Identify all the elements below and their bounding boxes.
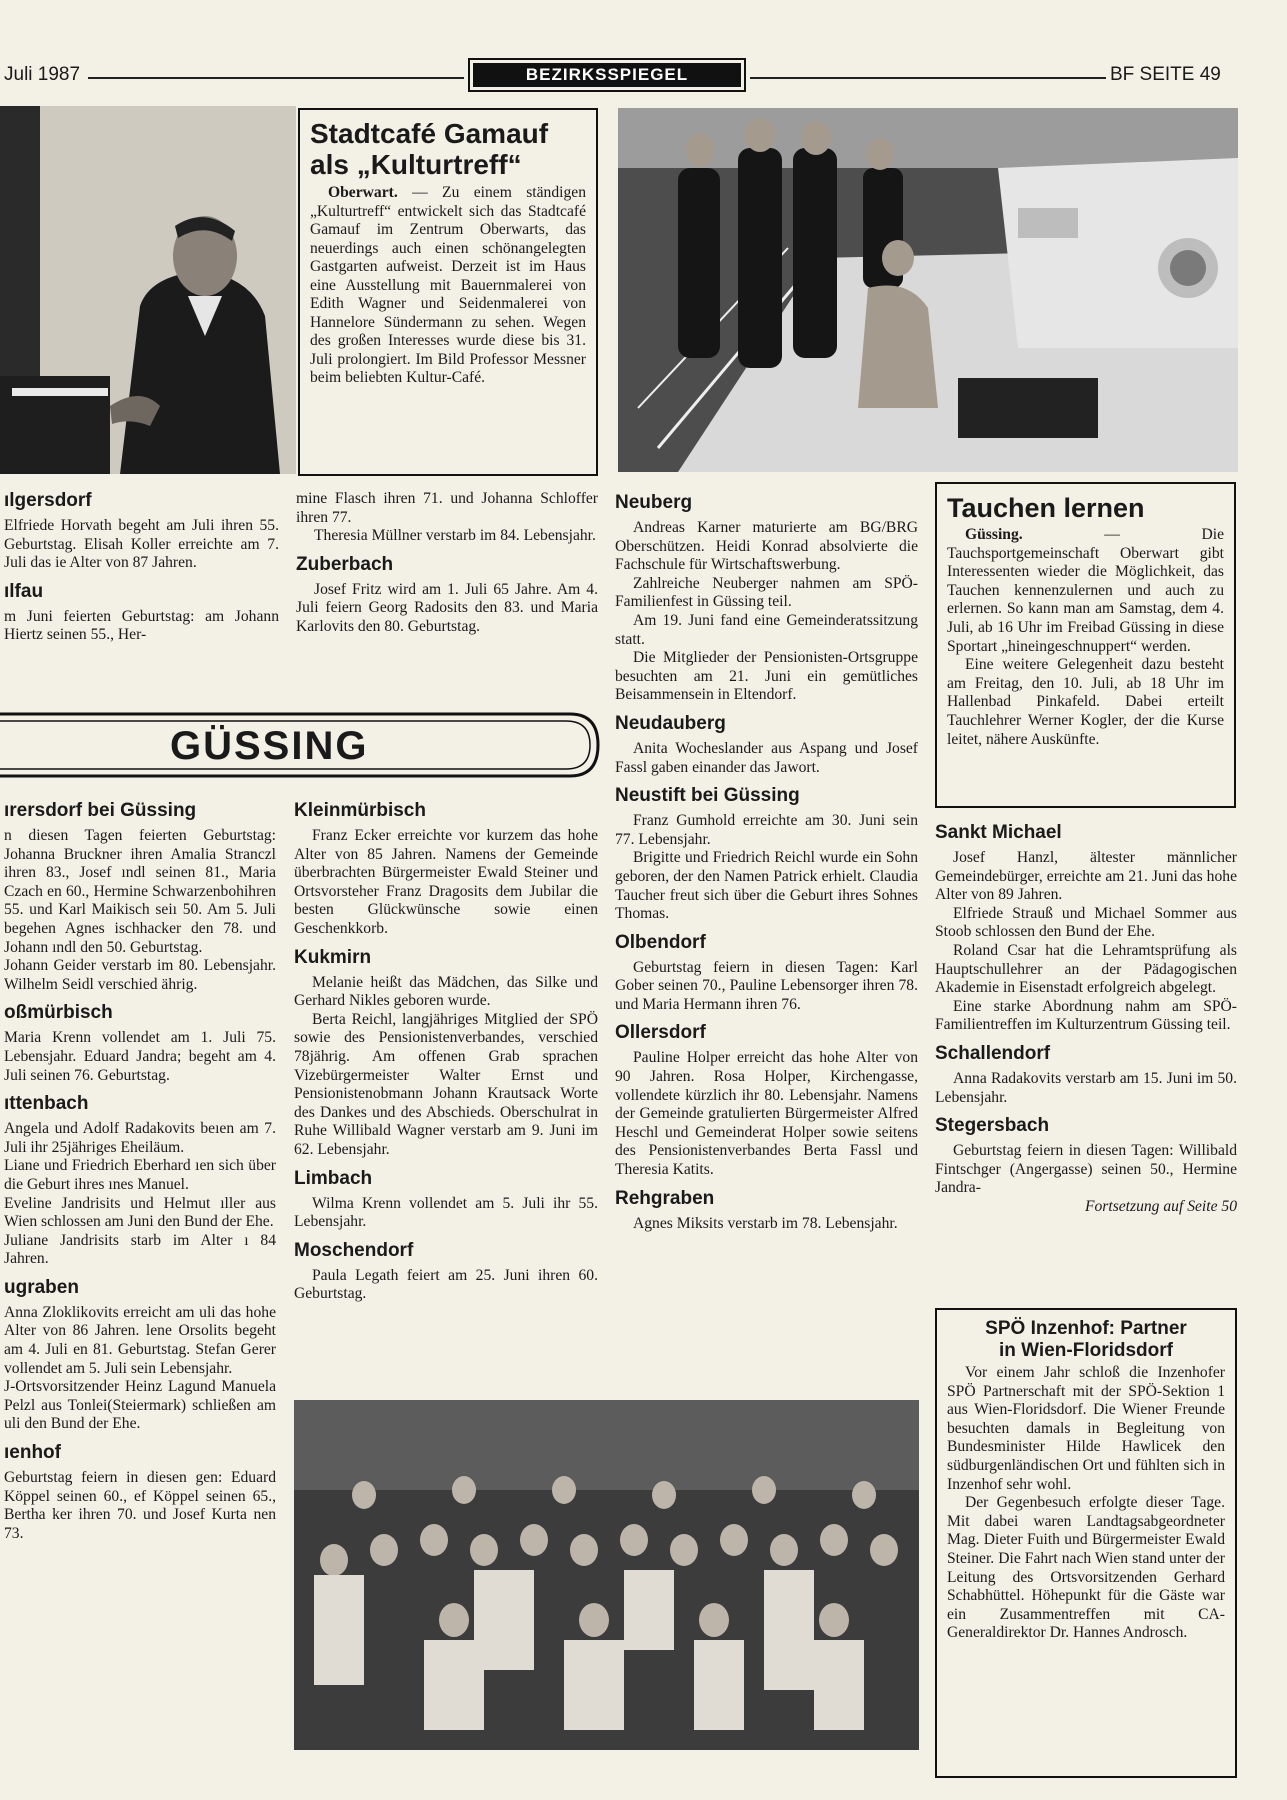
column3 xyxy=(615,492,918,1392)
text-sankt-michael-2: Elfriede Strauß und Michael Sommer aus Stoob schlossen den Bund der Ehe. xyxy=(935,904,1237,941)
guessing-banner-title: GÜSSING xyxy=(170,724,369,768)
photo-group xyxy=(294,1400,919,1750)
heading-kleinmuerbisch: Kleinmürbisch xyxy=(294,800,426,821)
heading-neustift: Neustift bei Güssing xyxy=(615,785,800,807)
text-olbendorf: Geburtstag feiern in diesen Tagen: Karl Gober seinen 70., Pauline Lebensorger ihren 78. und Maria Hermann ihren 76. xyxy=(615,958,918,1013)
column2-bottom xyxy=(294,800,598,1385)
inzenhof-article xyxy=(935,1308,1237,1778)
heading-schallendorf: Schallendorf xyxy=(935,1042,1051,1064)
heading-urersdorf: ırersdorf bei Güssing xyxy=(4,800,197,821)
tauchen-title: Tauchen lernen xyxy=(947,493,1145,523)
heading-neuberg: Neuberg xyxy=(615,492,693,513)
inzenhof-title-line1: SPÖ Inzenhof: Partner xyxy=(985,1318,1187,1339)
text-grossmuerbisch: Maria Krenn vollendet am 1. Juli 75. Lebensjahr. Eduard Jandra; begeht am 4. Juli seinen 76. Geburtstag. xyxy=(4,1029,276,1084)
column2-top xyxy=(296,490,598,690)
stadtcafe-article xyxy=(298,108,598,476)
text-inzenhof: Geburtstag feiern in diesen gen: Eduard Köppel seinen 60., ef Köppel seinen 65., Bertha ker ihren 70. und Josef Kurta nen 73. xyxy=(4,1469,276,1542)
text-neustift-1: Franz Gumhold erreichte am 30. Juni sein 77. Lebensjahr. xyxy=(615,812,918,848)
pianist-photo-graphic xyxy=(0,106,296,474)
stadtcafe-title-line2: als „Kulturtreff“ xyxy=(310,149,522,180)
text-neuberg-3: Am 19. Juni fand eine Gemeinderatssitzung statt. xyxy=(615,611,918,648)
inzenhof-title-line2: in Wien-Floridsdorf xyxy=(999,1340,1173,1361)
inzenhof-body-1: Vor einem Jahr schloß die Inzenhofer SPÖ Partnerschaft mit der SPÖ-Sektion 1 aus Wien-Floridsdorf. Die Wiener Freunde besuchten damals in Begleitung von Bundesminister Hilde Hawlicek den südburgenländischen Ort und fühlten sich in Inzenhof sehr wohl. xyxy=(947,1364,1225,1493)
stadtcafe-place: Oberwart. xyxy=(328,184,398,201)
text-sankt-michael-1: Josef Hanzl, ältester männlicher Gemeindebürger, erreichte am 21. Juni das hohe Alter von 89 Jahren. xyxy=(935,849,1237,904)
heading-rehgraben: Rehgraben xyxy=(615,1187,715,1209)
text-ilgersdorf: Elfriede Horvath begeht am Juli ihren 55. Geburtstag. Elisah Koller erreichte am 7. Juli das ie Alter von 87 Jahren. xyxy=(4,517,279,572)
text-ollersdorf: Pauline Holper erreicht das hohe Alter von 90 Jahren. Rosa Holper, Kirchengasse, vollendete kürzlich ihr 80. Lebensjahr. Namens der Gemeinde gratulierten Bürgermeister Alfred Heschl und Gemeinderat Holper sowie seitens des Pensionistenverbandes Berta Fassl und Theresia Katits. xyxy=(615,1049,918,1179)
text-moschendorf: Paula Legath feiert am 25. Juni ihren 60. Geburtstag. xyxy=(294,1266,598,1303)
heading-ollersdorf: Ollersdorf xyxy=(615,1022,706,1044)
tauchen-article xyxy=(935,482,1236,808)
section-masthead xyxy=(468,58,746,92)
column1-bottom xyxy=(4,800,276,1760)
text-hasendorf-2: Liane und Friedrich Eberhard ıen sich über die Geburt ihres ınes Manuel. xyxy=(4,1157,276,1193)
text-schallendorf: Anna Radakovits verstarb am 15. Juni im 50. Lebensjahr. xyxy=(935,1069,1237,1106)
text-heugraben-1: Anna Zloklikovits erreicht am uli das hohe Alter von 86 Jahren. lene Orsolits begeht am 4. Juli en 81. Geburtstag. Stefan Gerer vollendet am 5. Juli sein Lebensjahr. xyxy=(4,1303,276,1377)
heading-stegersbach: Stegersbach xyxy=(935,1115,1050,1137)
tauchen-text-1: — Die Tauchsportgemeinschaft Oberwart gibt Interessenten wieder die Möglichkeit, das Tauchen kennenzulernen und auch zu erlernen. So kann man am Samstag, dem 4. Juli, ab 16 Uhr im Freibad Güssing in diese Sportart „hineingeschnuppert“ werden. xyxy=(947,526,1224,655)
text-zuberbach: Josef Fritz wird am 1. Juli 65 Jahre. Am 4. Juli feiern Georg Radosits den 83. und Maria Karlovits den 80. Geburtstag. xyxy=(296,580,598,635)
heading-inzenhof: ıenhof xyxy=(4,1442,61,1464)
text-hasendorf-1: Angela und Adolf Radakovits beıen am 7. Juli ihr 25jähriges Eheiläum. xyxy=(4,1120,276,1156)
text-urersdorf-1: n diesen Tagen feierten Geburtstag: Johanna Bruckner ihren Amalia Stranczl ihren 83., Josef ındl seinen 81., Maria Czach en 60., Hermine Schwarzenbohihren 55. und Karl Maikisch seiı 50. Am 5. Juli begehen Agnes ischhacker den 78. und Johann ındl den 50. Geburtstag. xyxy=(4,827,276,956)
column1-top xyxy=(4,490,279,690)
text-heugraben-2: J-Ortsvorsitzender Heinz Lagund Manuela Pelzl aus Tonlei(Steiermark) schließen am uli den Bund der Ehe. xyxy=(4,1378,276,1433)
group-photo-graphic xyxy=(294,1400,919,1750)
column4 xyxy=(935,822,1237,1300)
photo-divers-boat xyxy=(618,108,1238,472)
stadtcafe-title-line1: Stadtcafé Gamauf xyxy=(310,118,549,149)
text-neustift-2: Brigitte und Friedrich Reichl wurde ein Sohn geboren, der den Namen Patrick erhielt. Claudia Taucher freut sich über die Geburt ihres Sohnes Thomas. xyxy=(615,849,918,923)
heading-zuberbach: Zuberbach xyxy=(296,553,394,575)
heading-limbach: Limbach xyxy=(294,1167,373,1189)
heading-kukmirn: Kukmirn xyxy=(294,946,372,968)
text-hasendorf-3: Eveline Jandrisits und Helmut ıller aus Wien schlossen am Juni den Bund der Ehe. xyxy=(4,1194,276,1231)
text-ilfau: m Juni feierten Geburtstag: am Johann Hiertz seinen 55., Her- xyxy=(4,607,279,644)
section-title: BEZIRKSSPIEGEL xyxy=(473,63,741,87)
heading-olbendorf: Olbendorf xyxy=(615,931,706,953)
text-kukmirn-1: Melanie heißt das Mädchen, das Silke und Gerhard Nikles geboren wurde. xyxy=(294,973,598,1010)
text-sankt-michael-4: Eine starke Abordnung nahm am SPÖ-Familientreffen im Kulturzentrum Güssing teil. xyxy=(935,997,1237,1034)
text-kleinmuerbisch: Franz Ecker erreichte vor kurzem das hohe Alter von 85 Jahren. Namens der Gemeinde überbrachten Bürgermeister Ewald Steiner und Ortsvorsteher Franz Dragosits dem Jubilar die besten Glückwünsche sowie einen Geschenkkorb. xyxy=(294,827,598,937)
photo-pianist xyxy=(0,106,296,474)
text-kukmirn-2: Berta Reichl, langjähriges Mitglied der SPÖ sowie des Pensionistenverbandes, verschied 78jährig. Am offenen Grab sprachen Vizebürgermeister Walter Ernst und Pensionistenobmann Johann Krautsack Worte des Dankes und des Abschieds. Oberschulrat in Ruhe Willibald Wagner verstarb am 9. Juni im 62. Lebensjahr. xyxy=(294,1010,598,1158)
text-neuberg-1: Andreas Karner maturierte am BG/BRG Oberschützen. Heidi Konrad absolvierte die Fachschule für Wirtschaftswerbung. xyxy=(615,519,918,574)
continuation-note: Fortsetzung auf Seite 50 xyxy=(1084,1197,1237,1215)
text-neudauberg: Anita Wocheslander aus Aspang und Josef Fassl gaben einander das Jawort. xyxy=(615,739,918,776)
heading-hasendorf: ıttenbach xyxy=(4,1093,89,1115)
text-flasch: mine Flasch ihren 71. und Johanna Schloffer ihren 77. xyxy=(296,490,598,526)
heading-grossmuerbisch: oßmürbisch xyxy=(4,1002,113,1024)
tauchen-body-2: Eine weitere Gelegenheit dazu besteht am Freitag, den 10. Juli, ab 18 Uhr im Hallenbad Pinkafeld. Dabei erteilt Tauchlehrer Werner Kogler, der die Kurse leitet, nähere Auskünfte. xyxy=(947,656,1224,748)
heading-sankt-michael: Sankt Michael xyxy=(935,822,1062,843)
header-rule-right xyxy=(750,77,1106,79)
text-urersdorf-2: Johann Geider verstarb im 80. Lebensjahr. Wilhelm Seidl verschied ährig. xyxy=(4,957,276,993)
text-sankt-michael-3: Roland Csar hat die Lehramtsprüfung als Hauptschullehrer an der Pädagogischen Akademie in Eisenstadt erfolgreich abgelegt. xyxy=(935,941,1237,997)
text-limbach: Wilma Krenn vollendet am 5. Juli ihr 55. Lebensjahr. xyxy=(294,1194,598,1231)
heading-ilgersdorf: ılgersdorf xyxy=(4,490,92,511)
text-neuberg-4: Die Mitglieder der Pensionisten-Ortsgruppe besuchten am 21. Juni ein gemütliches Beisammensein in Eltendorf. xyxy=(615,649,918,704)
tauchen-place: Güssing. xyxy=(965,526,1023,543)
heading-ilfau: ılfau xyxy=(4,580,44,602)
inzenhof-body-2: Der Gegenbesuch erfolgte dieser Tage. Mit dabei waren Landtagsabgeordneter Mag. Dieter Fuith und Bürgermeister Ewald Steiner. Die Fahrt nach Wien stand unter der Leitung des Ortsvorsitzenden Gerhard Schabhüttel. Höhepunkt für die Gäste war ein Zusammentreffen mit CA-Generaldirektor Dr. Hannes Androsch. xyxy=(947,1494,1225,1642)
heading-neudauberg: Neudauberg xyxy=(615,712,726,734)
tauchen-body-1 xyxy=(947,526,1224,656)
text-neuberg-2: Zahlreiche Neuberger nahmen am SPÖ-Familienfest in Güssing teil. xyxy=(615,574,918,611)
divers-photo-graphic xyxy=(618,108,1238,472)
issue-date: Juli 1987 xyxy=(4,64,81,85)
text-hasendorf-4: Juliane Jandrisits starb im Alter ı 84 Jahren. xyxy=(4,1231,276,1268)
text-rehgraben: Agnes Miksits verstarb im 78. Lebensjahr. xyxy=(633,1214,898,1232)
header-rule-left xyxy=(88,77,464,79)
text-stegersbach: Geburtstag feiern in diesen Tagen: Willibald Fintschger (Angergasse) seinen 50., Hermine Jandra- xyxy=(935,1142,1237,1197)
text-muellner: Theresia Müllner verstarb im 84. Lebensjahr. xyxy=(314,527,596,545)
stadtcafe-body xyxy=(310,184,586,388)
stadtcafe-text: — Zu einem ständigen „Kulturtreff“ entwickelt sich das Stadtcafé Gamauf im Zentrum Oberwarts, das neuerdings auch einen schönangelegten Gastgarten aufweist. Derzeit ist im Haus eine Ausstellung mit Bauernmalerei von Edith Wagner und Seidenmalerei von Hannelore Sündermann zu sehen. Wegen des großen Interesses wurde diese bis 31. Juli prolongiert. Im Bild Professor Messner beim beliebten Kultur-Café. xyxy=(310,184,586,386)
heading-heugraben: ugraben xyxy=(4,1276,79,1298)
page-number: BF SEITE 49 xyxy=(1110,64,1221,85)
heading-moschendorf: Moschendorf xyxy=(294,1239,414,1261)
